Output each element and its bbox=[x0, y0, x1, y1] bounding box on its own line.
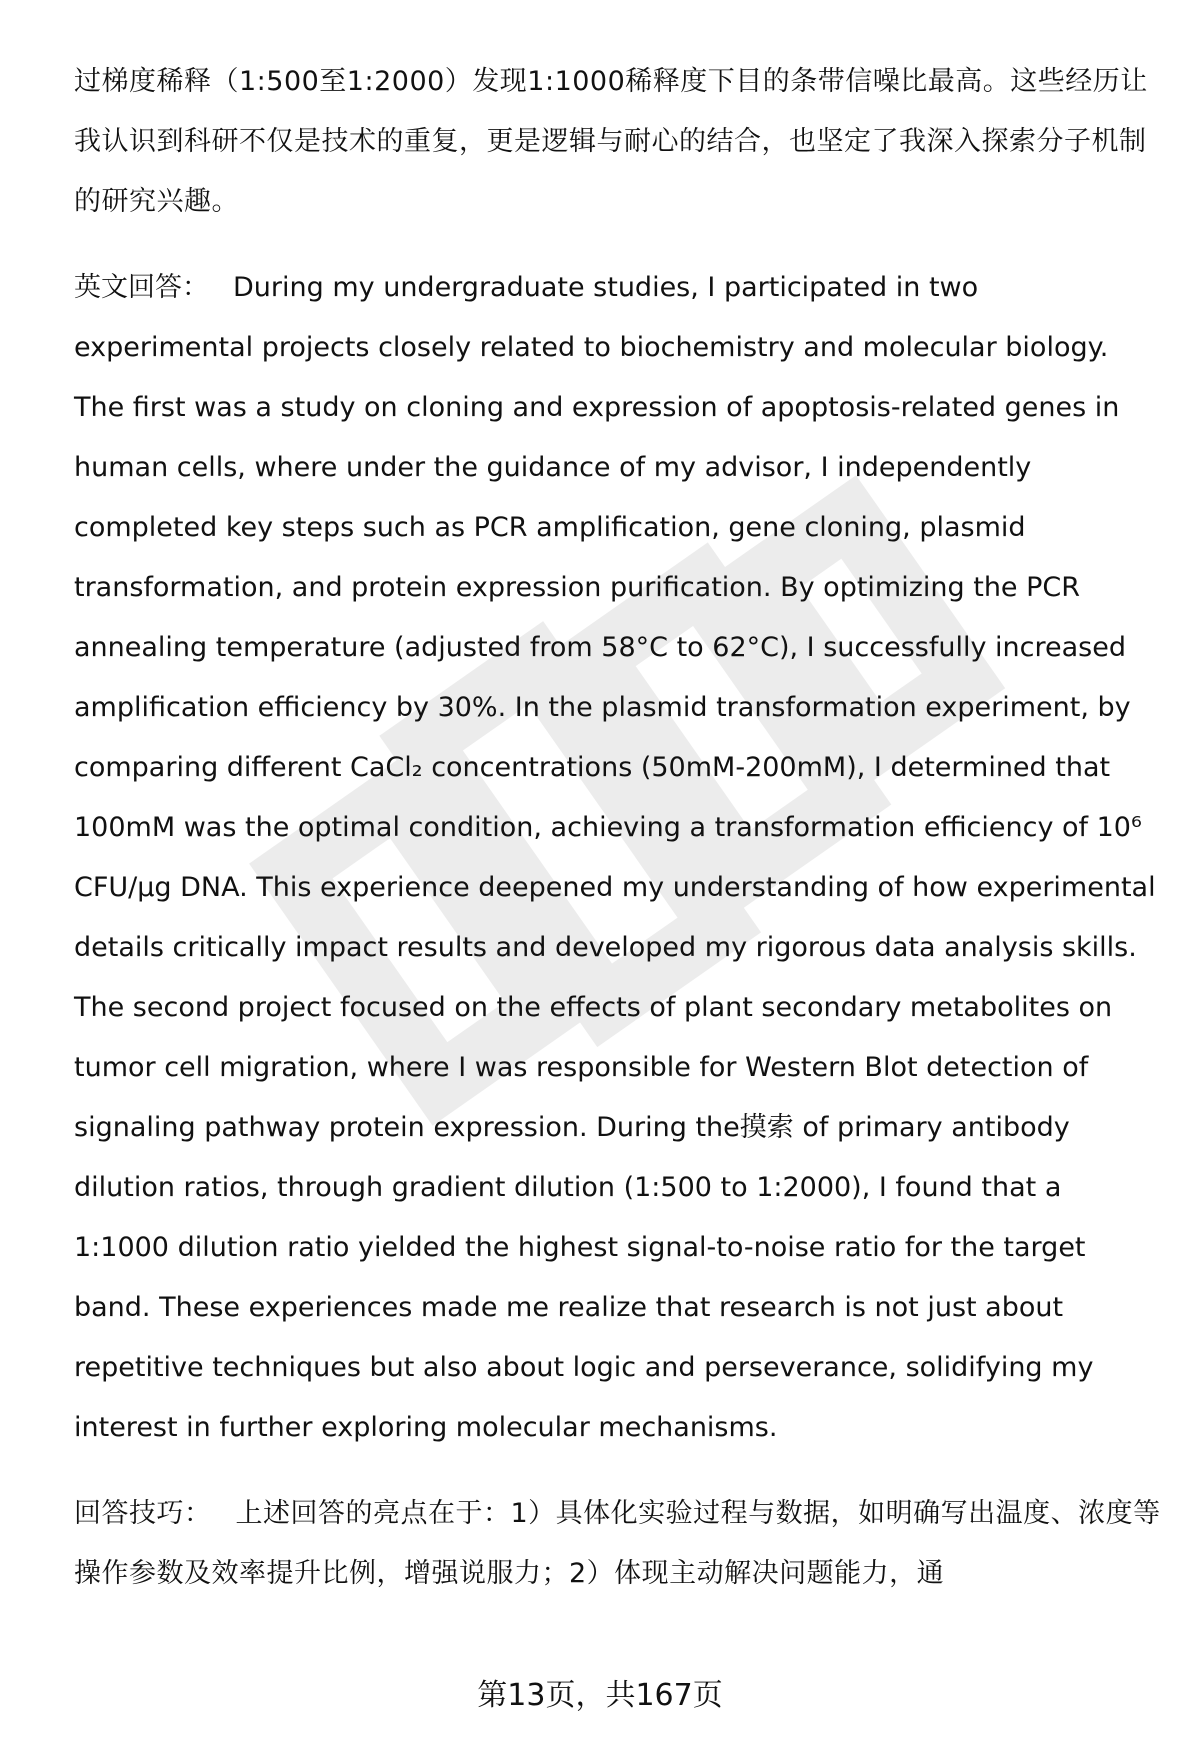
answer-tips-text: 上述回答的亮点在于：1）具体化实验过程与数据，如明确写出温度、浓度等操作参数及效率提升比例，增强说服力；2）体现主动解决问题能力，通 bbox=[74, 1498, 1161, 1589]
document-body bbox=[74, 52, 1164, 1604]
answer-tips-paragraph bbox=[74, 1484, 1164, 1604]
english-answer-text: During my undergraduate studies, I participated in two experimental projects closely related to biochemistry and molecular biology. The first was a study on cloning and expression of apoptosis-related genes in human cells, where under the guidance of my advisor, I independently completed key steps such as PCR amplification, gene cloning, plasmid transformation, and protein expression purification. By optimizing the PCR annealing temperature (adjusted from 58°C to 62°C), I successfully increased amplification efficiency by 30%. In the plasmid transformation experiment, by comparing different CaCl₂ concentrations (50mM-200mM), I determined that 100mM was the optimal condition, achieving a transformation efficiency of 10⁶ CFU/μg DNA. This experience deepened my understanding of how experimental details critically impact results and developed my rigorous data analysis skills. The second project focused on the effects of plant secondary metabolites on tumor cell migration, where I was responsible for Western Blot detection of signaling pathway protein expression. During the摸索 of primary antibody dilution ratios, through gradient dilution (1:500 to 1:2000), I found that a 1:1000 dilution ratio yielded the highest signal-to-noise ratio for the target band. These experiences made me realize that research is not just about repetitive techniques but also about logic and perseverance, solidifying my interest in further exploring molecular mechanisms. bbox=[74, 272, 1156, 1443]
chinese-answer-continuation: 过梯度稀释（1:500至1:2000）发现1:1000稀释度下目的条带信噪比最高。这些经历让我认识到科研不仅是技术的重复，更是逻辑与耐心的结合，也坚定了我深入探索分子机制的研究兴趣。 bbox=[74, 66, 1148, 217]
page-number: 第13页，共167页 bbox=[477, 1678, 723, 1713]
answer-tips-label: 回答技巧： bbox=[74, 1498, 212, 1529]
english-answer-label: 英文回答： bbox=[74, 272, 209, 303]
english-answer-paragraph bbox=[74, 258, 1164, 1458]
